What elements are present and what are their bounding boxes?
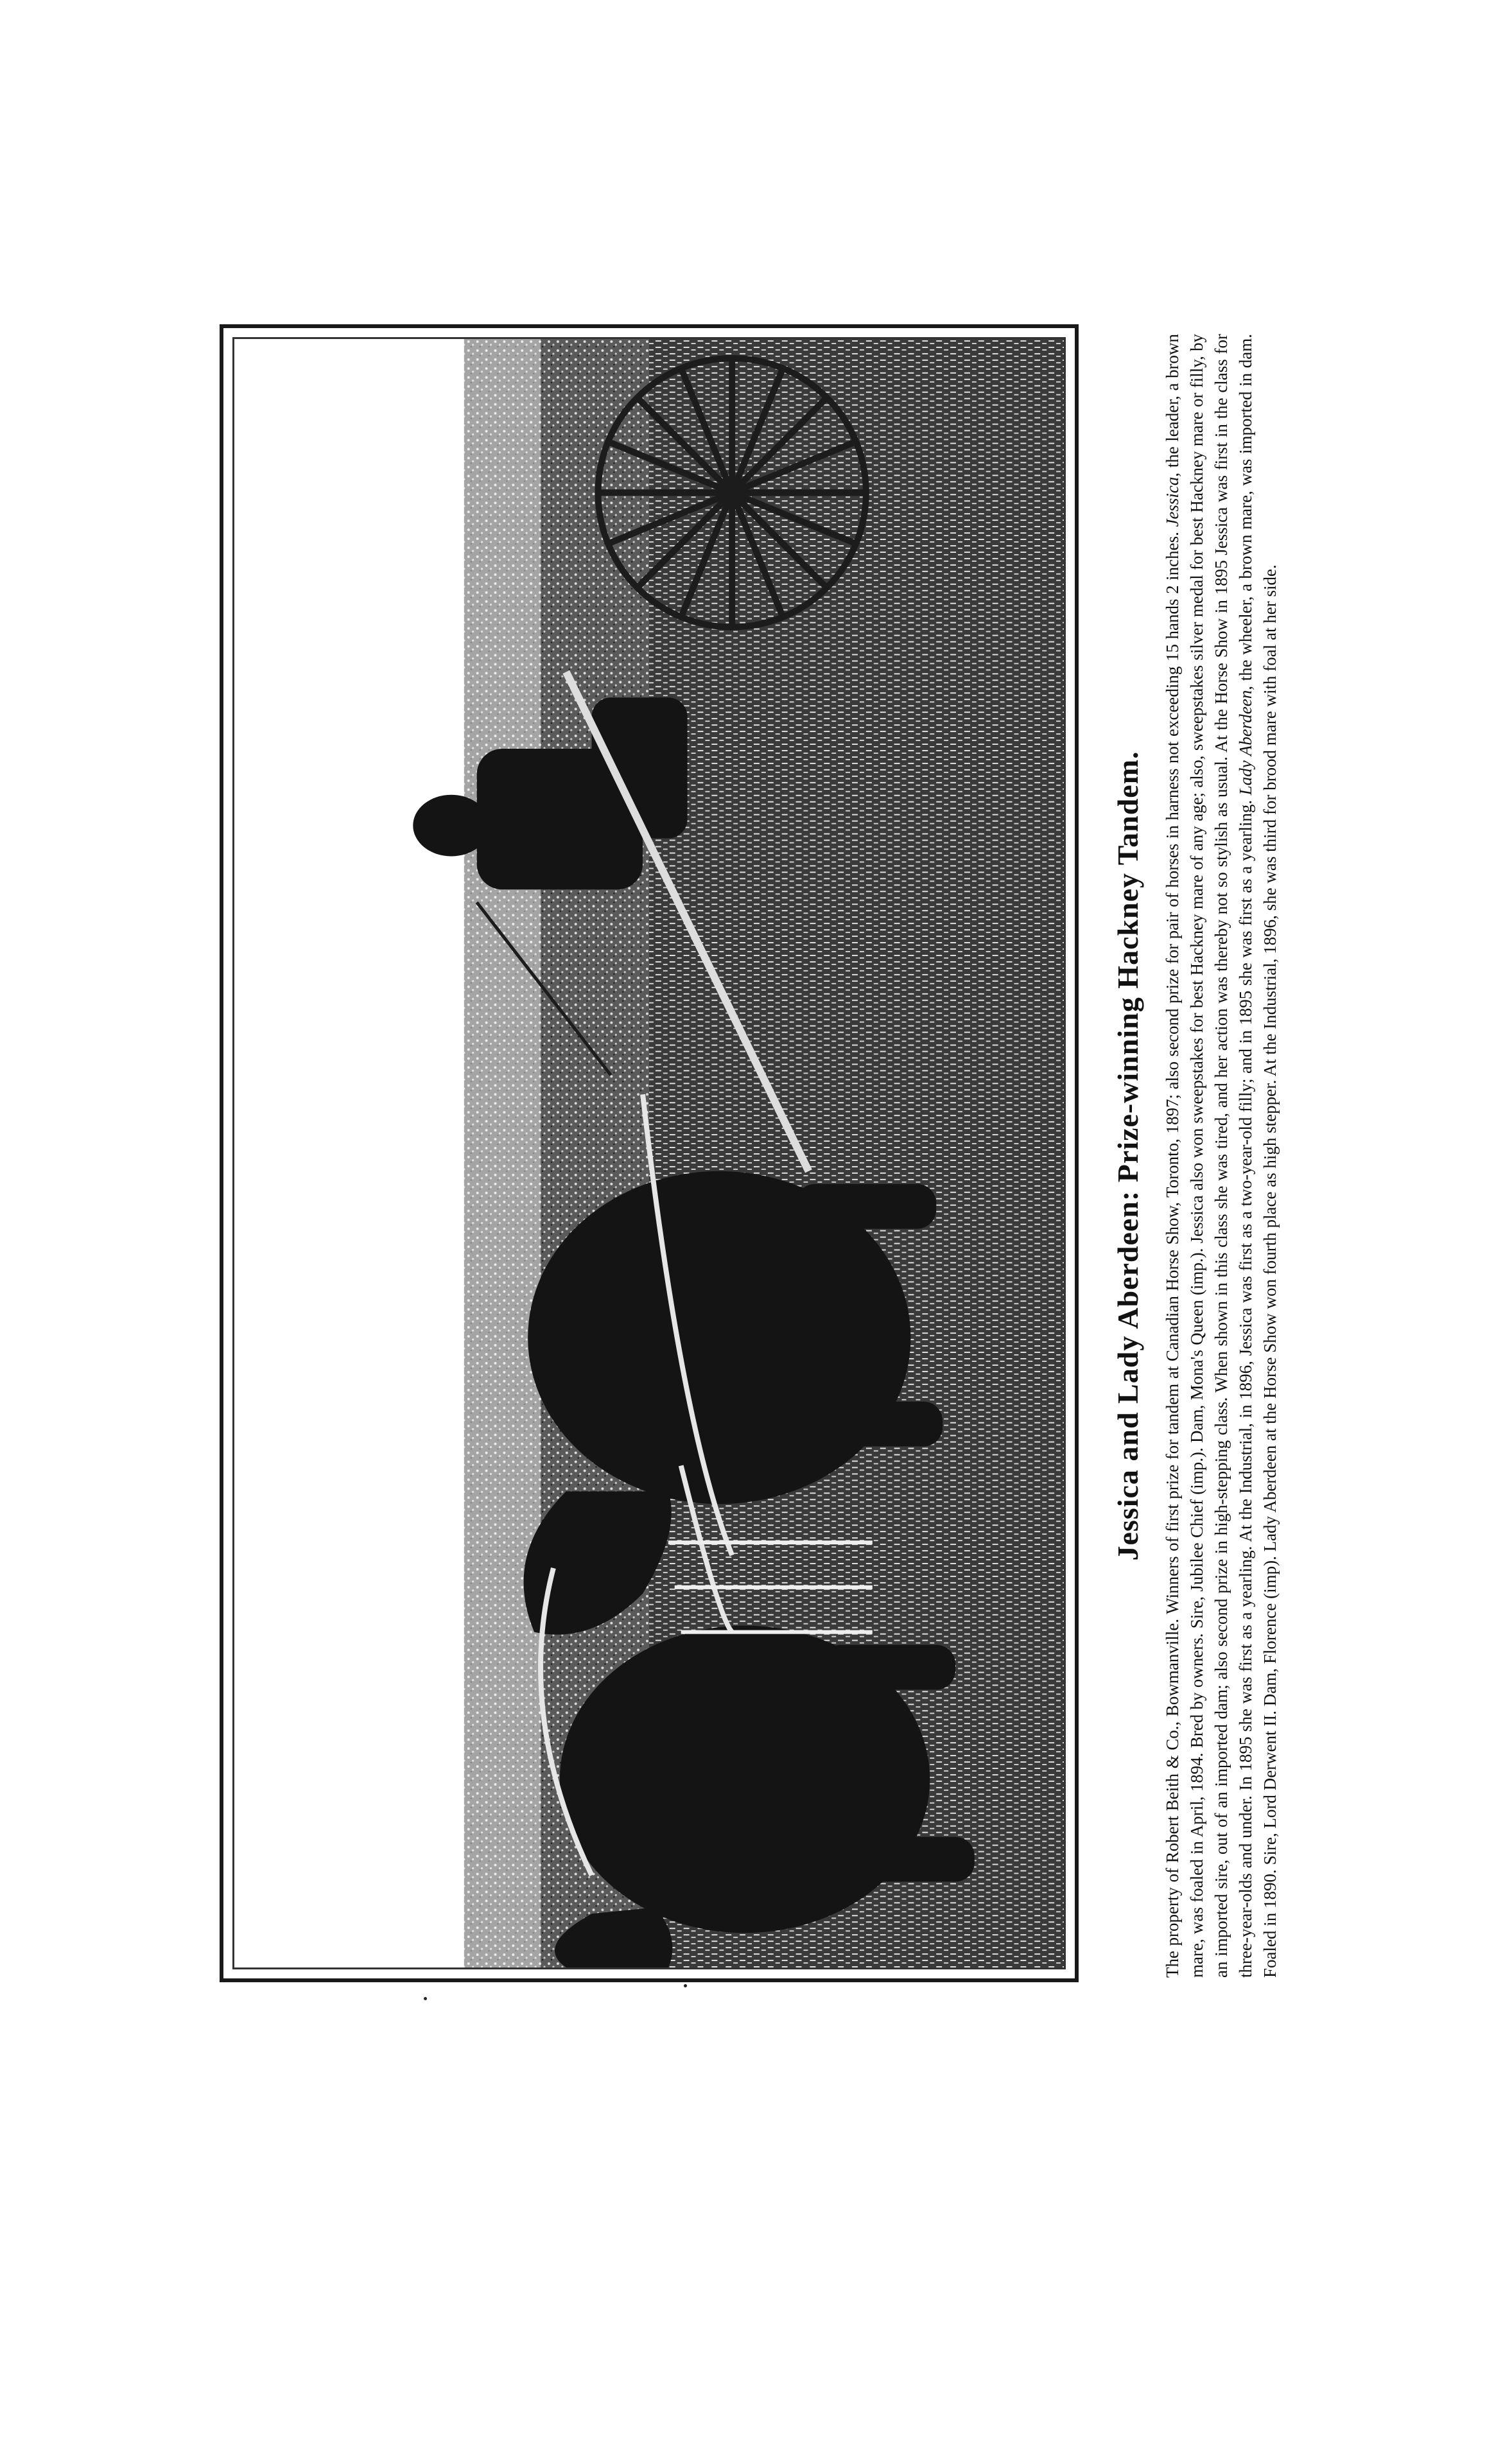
stray-mark: [684, 1984, 687, 1987]
caption-horse-name: Lady Aberdeen: [1236, 690, 1255, 796]
tandem-photo-image: [234, 339, 1064, 1967]
cart-wheel: [598, 358, 865, 627]
caption-horse-name: Jessica: [1163, 476, 1182, 527]
caption-text: , the leader, a brown mare, was foaled in April, 1894. Bred by owners. Sire, Jubilee Chief (imp.). Dam, Mona's Queen (imp.). Jessica also won sweepstakes for best Hackney mare of any age; also, sweepstakes silver medal for best Hackney mare or filly, by an imported sire, out of an imported dam; also second prize in high-stepping class. When shown in this class she was tired, and her action was thereby not so stylish as usual. At the Horse Show in 1895 Jessica was first in the class for three-year-olds and under. In 1895 she was first as a yearling. At the Industrial, in 1896, Jessica was first as a two-year-old filly; and in 1895 she was first as a yearling.: [1163, 334, 1255, 1978]
photograph: [232, 337, 1066, 1969]
caption-text: The property of Robert Beith & Co., Bowmanville. Winners of first prize for tandem at Canadian Horse Show, Toronto, 1897; also second prize for pair of horses in harness not exceeding 15 hands 2 inches.: [1163, 527, 1182, 1978]
caption-title: Jessica and Lady Aberdeen: Prize-winning Hackney Tandem.: [1111, 751, 1144, 1561]
stray-mark: [424, 1997, 427, 2000]
caption-text: , the wheeler, a brown mare, was imported in dam. Foaled in 1890. Sire, Lord Derwent II. Dam, Florence (imp). Lady Aberdeen at the Horse Show won fourth place as high stepper. At the Industrial, 1896, she was third for brood mare with foal at her side.: [1236, 334, 1280, 1978]
photograph-plate: [220, 324, 1079, 1982]
caption: [1108, 334, 1377, 1978]
caption-body: [1160, 334, 1282, 1978]
